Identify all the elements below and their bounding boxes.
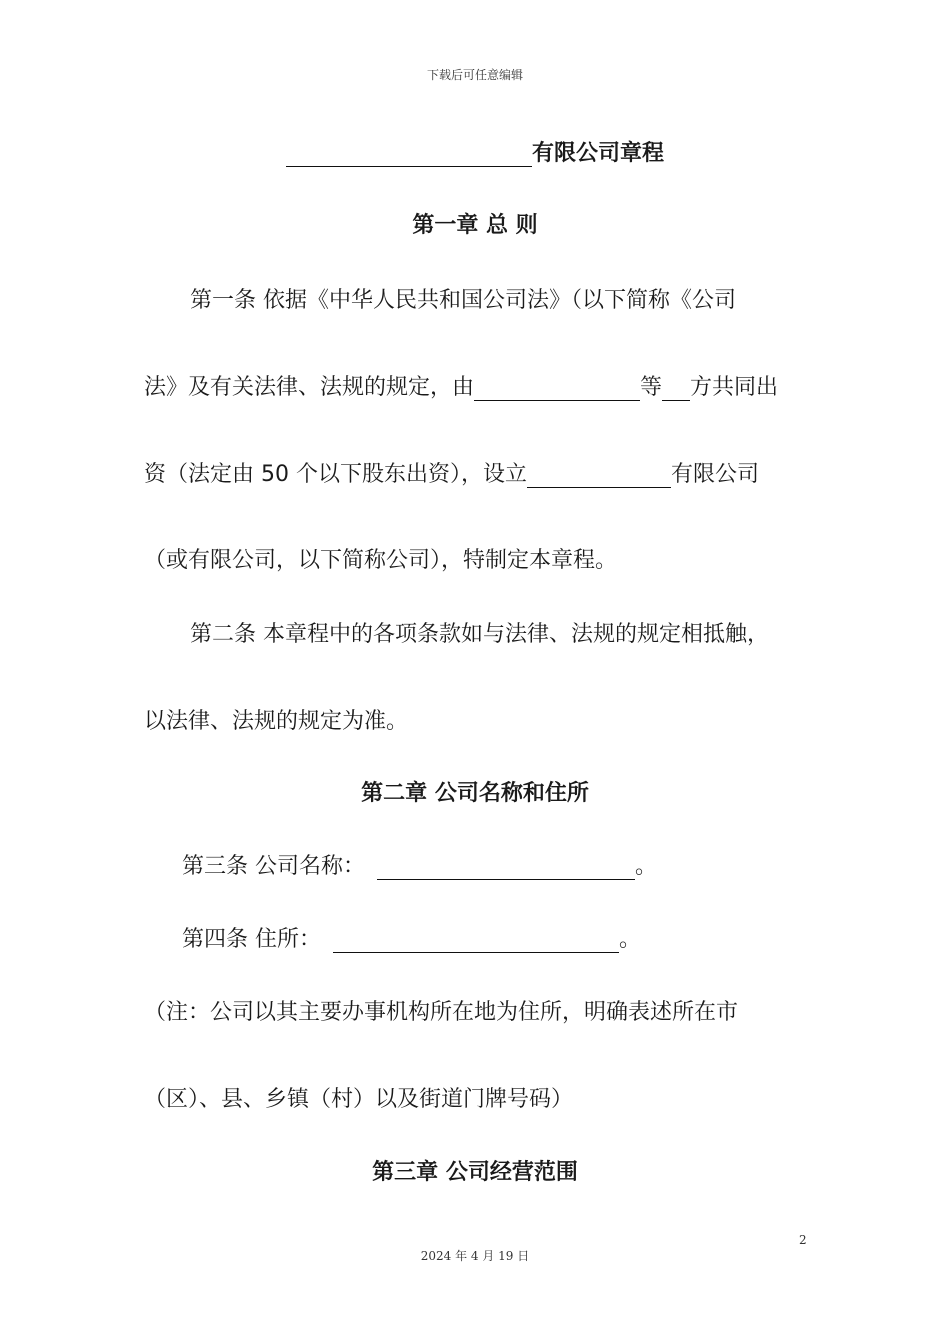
article-4-label: 第四条 住所：: [182, 927, 321, 952]
article-1-line-2-c: 方共同出: [690, 375, 779, 400]
article-4: [182, 922, 641, 953]
chapter-3-heading: 第三章 公司经营范围: [372, 1160, 578, 1185]
shareholder-count-blank: [662, 376, 690, 401]
page-header: 下载后可任意编辑: [426, 68, 523, 82]
article-3-label: 第三条 公司名称：: [182, 854, 365, 879]
article-1-line-2-a: 法》及有关法律、法规的规定，由: [144, 375, 475, 400]
article-1-line-3-b: 有限公司: [670, 462, 759, 487]
article-4-end: 。: [619, 927, 642, 952]
address-field-blank: [333, 928, 619, 953]
chapter-2-heading: 第二章 公司名称和住所: [361, 781, 589, 806]
article-3-end: 。: [635, 854, 658, 879]
article-1-line-3-a: 资（法定由 50 个以下股东出资），设立: [144, 462, 527, 487]
footer-date: 2024 年 4 月 19 日: [420, 1249, 530, 1263]
article-1-line-1: 第一条 依据《中华人民共和国公司法》（以下简称《公司: [190, 288, 736, 313]
article-1-line-2-b: 等: [640, 375, 663, 400]
company-name-field-blank: [377, 855, 635, 880]
company-name-blank: [286, 142, 532, 167]
chapter-1-heading: 第一章 总 则: [412, 213, 538, 238]
company-blank: [527, 463, 671, 488]
article-1-line-2: [144, 370, 778, 401]
note-line-1: （注：公司以其主要办事机构所在地为住所，明确表述所在市: [144, 1000, 739, 1025]
title-suffix: 有限公司章程: [531, 141, 664, 166]
article-3: [182, 849, 657, 880]
shareholder-names-blank: [474, 376, 640, 401]
article-2-line-2: 以法律、法规的规定为准。: [144, 709, 409, 734]
document-title: [0, 136, 950, 167]
article-1-line-3: [144, 457, 759, 488]
page-number: 2: [799, 1233, 807, 1247]
article-2-line-1: 第二条 本章程中的各项条款如与法律、法规的规定相抵触，: [190, 622, 769, 647]
article-1-line-4: （或有限公司，以下简称公司），特制定本章程。: [144, 548, 618, 573]
note-line-2: （区）、县、乡镇（村）以及街道门牌号码）: [144, 1087, 574, 1112]
